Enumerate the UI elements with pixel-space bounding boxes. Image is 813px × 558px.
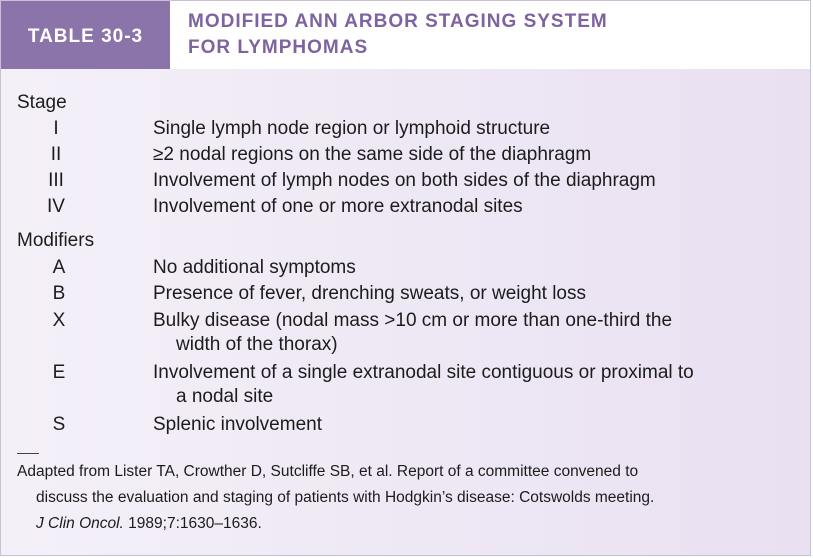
stage-description: Single lymph node region or lymphoid structure [153, 118, 551, 139]
modifier-code: E [52, 362, 66, 383]
footnote-line-2: discuss the evaluation and staging of patients with Hodgkin’s disease: Cotswolds meeting. [36, 489, 655, 506]
stage-code: I [53, 118, 59, 139]
stage-heading: Stage [17, 92, 67, 113]
modifier-description: Splenic involvement [153, 414, 322, 435]
footnote [17, 459, 797, 537]
modifier-code: S [52, 414, 66, 435]
stage-code: IV [47, 196, 65, 217]
stage-description: ≥2 nodal regions on the same side of the diaphragm [153, 144, 592, 165]
table-title-line-1: MODIFIED ANN ARBOR STAGING SYSTEM [188, 11, 608, 32]
table-title-line-2: FOR LYMPHOMAS [188, 37, 369, 58]
footnote-divider [17, 453, 39, 454]
stage-description: Involvement of lymph nodes on both sides of the diaphragm [153, 170, 656, 191]
stage-description: Involvement of one or more extranodal sites [153, 196, 523, 217]
stage-code: III [48, 170, 64, 191]
modifier-description: Involvement of a single extranodal site contiguous or proximal to [153, 362, 694, 383]
modifier-description-continued: a nodal site [176, 386, 274, 407]
modifier-description: No additional symptoms [153, 257, 356, 278]
table-title [170, 1, 810, 69]
modifier-description: Presence of fever, drenching sweats, or weight loss [153, 283, 587, 304]
modifier-description-continued: width of the thorax) [176, 334, 338, 355]
modifier-code: X [52, 310, 66, 331]
modifier-code: A [52, 257, 66, 278]
table-header [1, 1, 810, 69]
journal-name: J Clin Oncol. [36, 515, 124, 532]
citation-details: 1989;7:1630–1636. [123, 515, 262, 532]
footnote-line-1: Adapted from Lister TA, Crowther D, Sutcliffe SB, et al. Report of a committee convened to [17, 463, 639, 480]
modifier-code: B [52, 283, 66, 304]
modifier-description: Bulky disease (nodal mass >10 cm or more than one-third the [153, 310, 673, 331]
footnote-line-3 [17, 511, 797, 537]
stage-code: II [50, 144, 62, 165]
table-number-label: TABLE 30-3 [1, 1, 170, 69]
modifiers-heading: Modifiers [17, 230, 95, 251]
